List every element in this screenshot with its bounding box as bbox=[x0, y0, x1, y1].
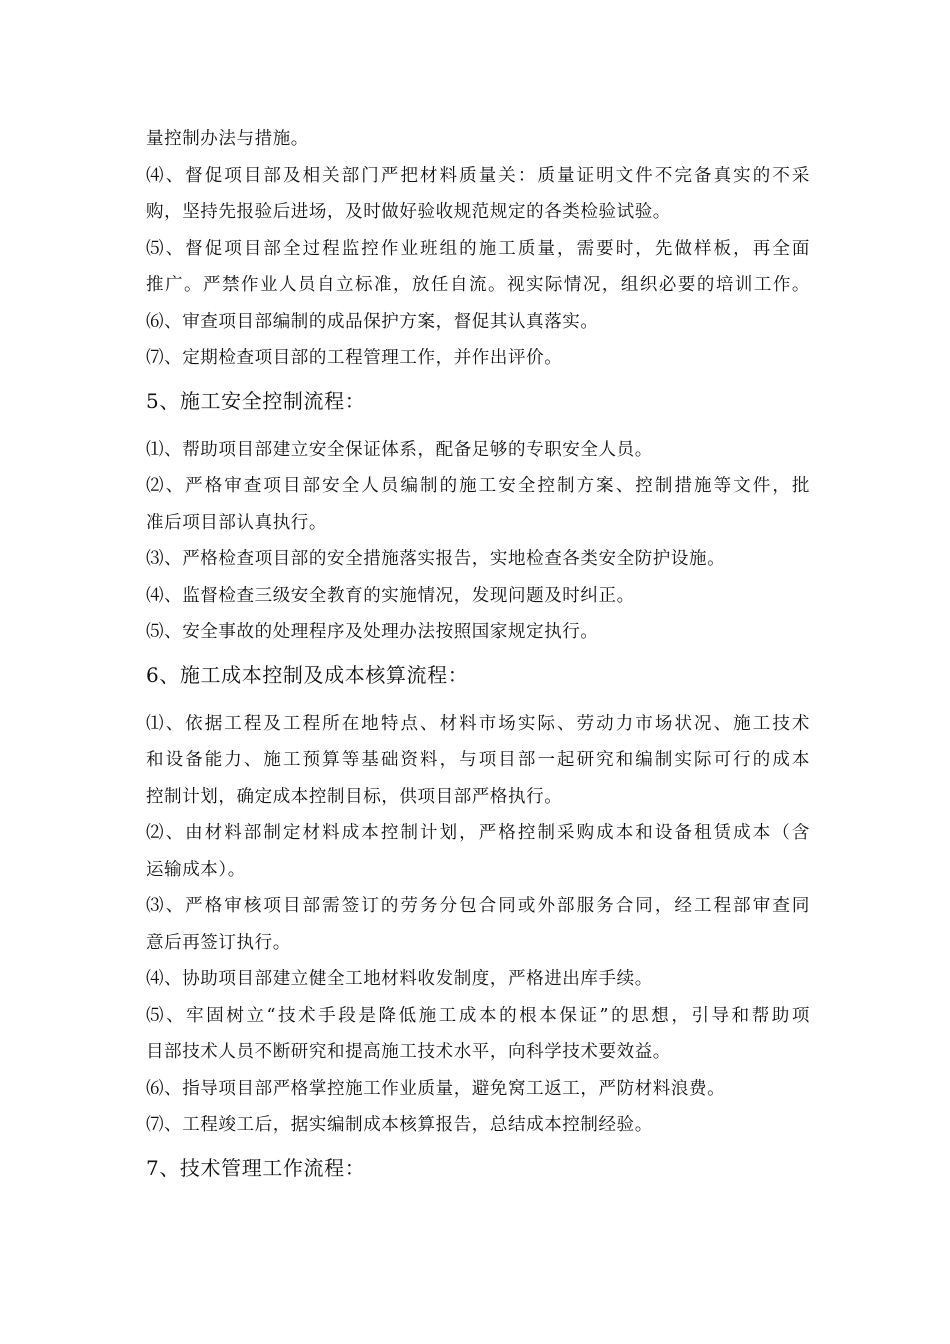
section-6-items bbox=[146, 706, 810, 1144]
text-line: 购，坚持先报验后进场，及时做好验收规范规定的各类检验试验。 bbox=[146, 202, 671, 222]
section-heading-6: 6、施工成本控制及成本核算流程： bbox=[146, 662, 469, 687]
text-line: ⑴、依据工程及工程所在地特点、材料市场实际、劳动力市场状况、施工技术 bbox=[146, 713, 810, 734]
section-heading-7: 7、技术管理工作流程： bbox=[146, 1155, 366, 1180]
text-line: 量控制办法与措施。 bbox=[146, 129, 309, 149]
text-line: 目部技术人员不断研究和提高施工技术水平，向科学技术要效益。 bbox=[146, 1042, 671, 1062]
text-line: ⑶、严格检查项目部的安全措施落实报告，实地检查各类安全防护设施。 bbox=[146, 549, 726, 569]
text-line: ⑶、严格审核项目部需签订的劳务分包合同或外部服务合同，经工程部审查同 bbox=[146, 896, 810, 916]
text-line: 和设备能力、施工预算等基础资料，与项目部一起研究和编制实际可行的成本 bbox=[146, 750, 810, 770]
text-line: 推广。严禁作业人员自立标准，放任自流。视实际情况，组织必要的培训工作。 bbox=[146, 275, 810, 295]
text-line: ⑺、定期检查项目部的工程管理工作，并作出评价。 bbox=[146, 348, 563, 368]
section-4-continued bbox=[146, 121, 810, 377]
text-line: ⑹、审查项目部编制的成品保护方案，督促其认真落实。 bbox=[146, 311, 599, 332]
text-line: ⑵、严格审查项目部安全人员编制的施工安全控制方案、控制措施等文件，批 bbox=[146, 476, 810, 496]
text-line: ⑸、安全事故的处理程序及处理办法按照国家规定执行。 bbox=[146, 622, 599, 642]
text-line: ⑺、工程竣工后，据实编制成本核算报告，总结成本控制经验。 bbox=[146, 1115, 653, 1135]
text-line: ⑹、指导项目部严格掌控施工作业质量，避免窝工返工，严防材料浪费。 bbox=[146, 1078, 726, 1099]
text-line: ⑷、督促项目部及相关部门严把材料质量关：质量证明文件不完备真实的不采 bbox=[146, 165, 810, 186]
text-line: ⑸、牢固树立“技术手段是降低施工成本的根本保证”的思想，引导和帮助项 bbox=[146, 1005, 810, 1026]
text-line: 意后再签订执行。 bbox=[146, 932, 291, 953]
section-5-items bbox=[146, 432, 810, 651]
text-line: ⑴、帮助项目部建立安全保证体系，配备足够的专职安全人员。 bbox=[146, 439, 653, 460]
text-line: 准后项目部认真执行。 bbox=[146, 512, 327, 533]
text-line: ⑵、由材料部制定材料成本控制计划，严格控制采购成本和设备租赁成本（含 bbox=[146, 823, 810, 843]
section-heading-5: 5、施工安全控制流程： bbox=[146, 388, 366, 413]
text-line: 运输成本）。 bbox=[146, 859, 246, 880]
document-body bbox=[146, 121, 810, 1199]
text-line: ⑸、督促项目部全过程监控作业班组的施工质量，需要时，先做样板，再全面 bbox=[146, 238, 810, 259]
text-line: 控制计划，确定成本控制目标，供项目部严格执行。 bbox=[146, 786, 563, 807]
text-line: ⑷、协助项目部建立健全工地材料收发制度，严格进出库手续。 bbox=[146, 969, 653, 989]
text-line: ⑷、监督检查三级安全教育的实施情况，发现问题及时纠正。 bbox=[146, 585, 635, 606]
